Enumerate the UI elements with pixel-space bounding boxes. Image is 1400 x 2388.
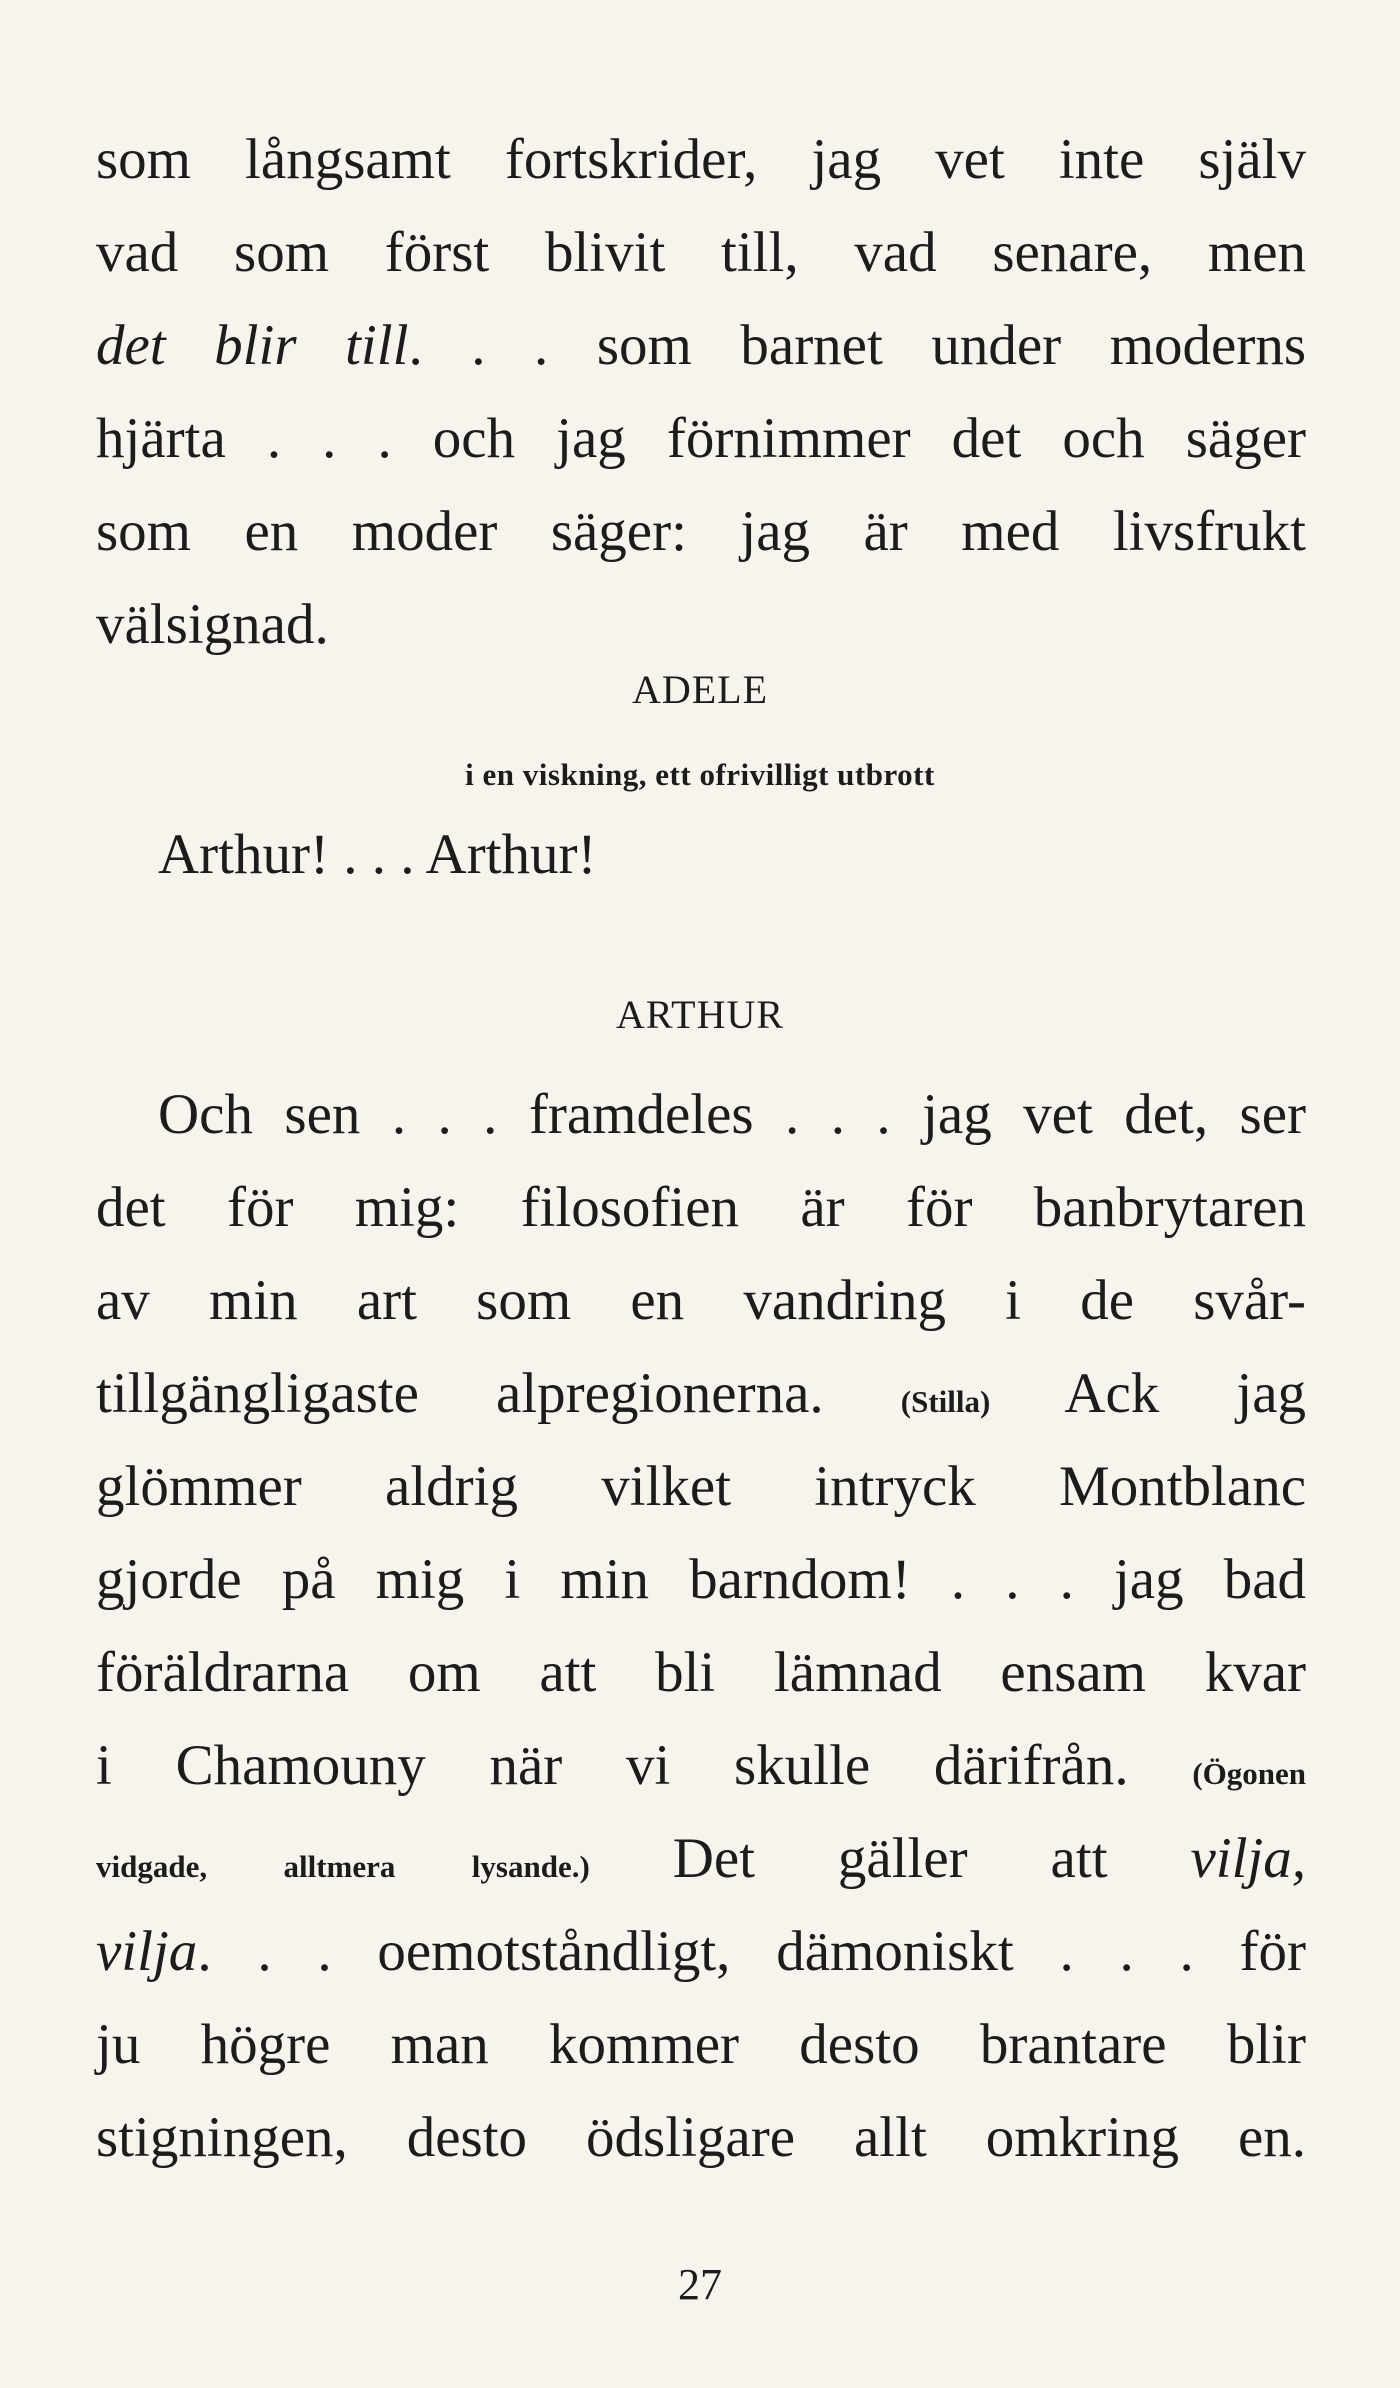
text-line: vad som först blivit till, vad senare, men xyxy=(96,221,1306,284)
text-line xyxy=(96,306,1306,386)
text-fragment: . . . som barnet under moderns xyxy=(408,314,1306,377)
text-fragment: i Chamouny när vi skulle därifrån. xyxy=(96,1734,1129,1797)
text-line: som en moder säger: jag är med livsfrukt xyxy=(96,500,1306,563)
stage-direction: (Stilla) xyxy=(900,1384,991,1419)
text-line xyxy=(96,1726,1306,1814)
text-line: välsignad. xyxy=(96,593,329,656)
text-line: glömmer aldrig vilket intryck Montblanc xyxy=(96,1455,1306,1518)
text-fragment: Ack jag xyxy=(1064,1362,1306,1425)
text-line xyxy=(96,1819,1306,1907)
speaker-name: ADELE xyxy=(631,667,769,712)
text-line: föräldrarna om att bli lämnad ensam kvar xyxy=(96,1641,1306,1704)
text-line: Arthur! . . . Arthur! xyxy=(158,823,597,886)
text-fragment: . . . oemotståndligt, dämoniskt . . . för xyxy=(197,1920,1306,1983)
stage-direction: vidgade, alltmera lysande.) xyxy=(96,1849,590,1884)
italic-phrase: vilja xyxy=(96,1920,198,1983)
text-line: gjorde på mig i min barndom! . . . jag bad xyxy=(96,1548,1306,1611)
text-line: hjärta . . . och jag förnimmer det och säger xyxy=(96,407,1306,470)
italic-phrase: det blir till xyxy=(96,314,409,377)
page-number: 27 xyxy=(678,2260,722,2309)
text-line: som långsamt fortskrider, jag vet inte själv xyxy=(96,128,1306,191)
text-line: ju högre man kommer desto brantare blir xyxy=(96,2013,1306,2076)
speaker-name: ARTHUR xyxy=(615,992,785,1037)
text-line xyxy=(96,1354,1306,1442)
text-line: stigningen, desto ödsligare allt omkring en. xyxy=(96,2106,1306,2169)
text-line xyxy=(96,1912,1306,1992)
text-line: det för mig: filosofien är för banbrytaren xyxy=(96,1176,1306,1239)
text-line: av min art som en vandring i de svår- xyxy=(96,1269,1306,1332)
text-fragment: Det gäller att xyxy=(672,1827,1108,1890)
text-line: Och sen . . . framdeles . . . jag vet det, ser xyxy=(158,1083,1306,1146)
stage-direction: i en viskning, ett ofrivilligt utbrott xyxy=(465,757,935,792)
stage-direction: (Ögonen xyxy=(1192,1756,1306,1791)
italic-phrase: vilja, xyxy=(1190,1827,1306,1890)
text-fragment: tillgängligaste alpregionerna. xyxy=(96,1362,824,1425)
